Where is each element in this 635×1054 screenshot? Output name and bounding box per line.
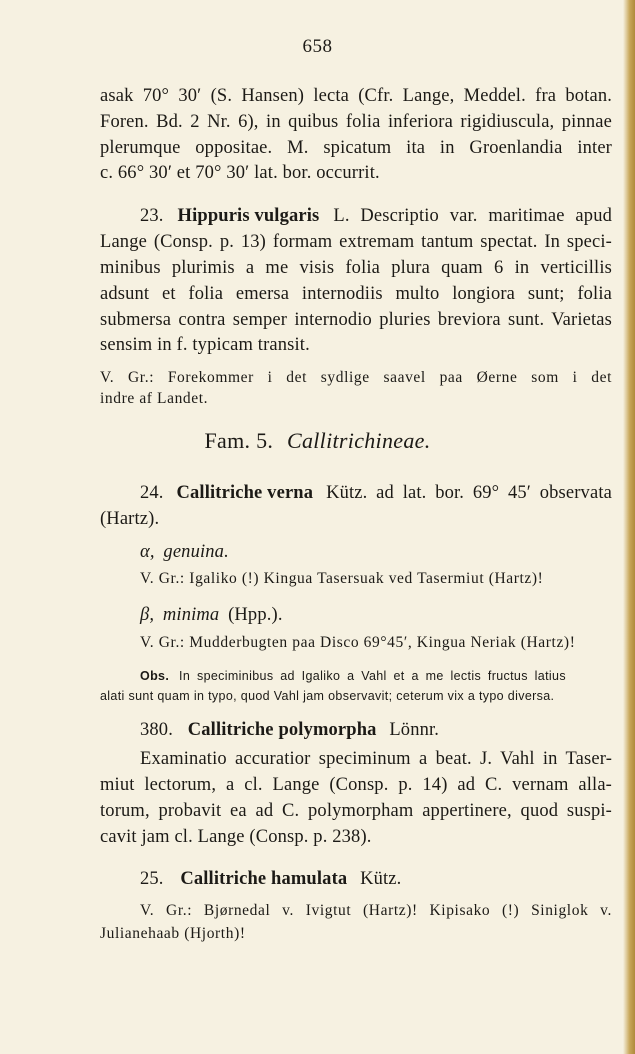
variety-beta-authority: (Hpp.).	[228, 605, 283, 625]
variety-alpha-name: genuina.	[163, 542, 229, 562]
entry-23-heading	[140, 204, 612, 228]
family-number: Fam. 5.	[204, 428, 274, 453]
family-name: Callitrichineae.	[287, 428, 431, 453]
entry-23-distribution-line-1: V. Gr.: Forekommer i det sydlige saavel paa Øerne som i det	[100, 369, 612, 386]
entry-23-distribution-line-2: indre af Landet.	[100, 390, 209, 407]
variety-alpha-letter: α,	[140, 542, 155, 562]
variety-beta	[140, 603, 612, 627]
observation-line-2: alati sunt quam in typo, quod Vahl jam observavit; ceterum vix a typo diversa.	[100, 689, 555, 703]
entry-380-number: 380.	[140, 720, 173, 740]
entry-25-distribution-line-1: V. Gr.: Bjørnedal v. Ivigtut (Hartz)! Kipisako (!) Siniglok v.	[140, 902, 612, 919]
entry-23-heading-rest: L. Descriptio var. maritimae apud	[333, 206, 612, 226]
para-1-line-4: c. 66° 30′ et 70° 30′ lat. bor. occurrit.	[100, 163, 380, 183]
entry-25-heading	[140, 867, 612, 891]
para-1-line-3: plerumque oppositae. M. spicatum ita in Groenlandia inter	[100, 138, 612, 158]
entry-23-number: 23.	[140, 206, 164, 226]
entry-380-line-1: Examinatio accuratior speciminum a beat. J. Vahl in Taser-	[140, 749, 612, 769]
para-1-line-1: asak 70° 30′ (S. Hansen) lecta (Cfr. Lange, Meddel. fra botan.	[100, 86, 612, 106]
entry-24-species: Callitriche verna	[176, 483, 314, 503]
family-heading	[0, 428, 635, 454]
entry-25-authority: Kütz.	[360, 869, 402, 889]
para-1-line-2: Foren. Bd. 2 Nr. 6), in quibus folia inferiora rigidiuscula, pinnae	[100, 112, 612, 132]
entry-25-distribution-line-2: Julianehaab (Hjorth)!	[100, 925, 246, 942]
observation-text-1: In speciminibus ad Igaliko a Vahl et a me lectis fructus latius	[179, 669, 566, 683]
entry-24-number: 24.	[140, 483, 164, 503]
entry-23-line-4: adsunt et folia emersa internodiis multo longiora sunt; folia	[100, 284, 612, 304]
entry-380-line-2: miut lectorum, a cl. Lange (Consp. p. 14) ad C. vernam alla-	[100, 775, 612, 795]
entry-23-line-6: sensim in f. typicam transit.	[100, 335, 310, 355]
entry-23-line-3: minibus plurimis a me visis folia plura quam 6 in verticillis	[100, 258, 612, 278]
entry-25-species: Callitriche hamulata	[180, 869, 348, 889]
variety-beta-name: minima	[162, 605, 220, 625]
entry-24-heading	[140, 481, 612, 505]
entry-23-line-2: Lange (Consp. p. 13) formam extremam tantum spectat. In speci-	[100, 232, 612, 252]
entry-380-species: Callitriche polymorpha	[187, 720, 377, 740]
entry-24-heading-rest: Kütz. ad lat. bor. 69° 45′ observata	[326, 483, 612, 503]
entry-23-line-5: submersa contra semper internodio pluries breviora sunt. Varietas	[100, 310, 612, 330]
entry-380-line-4: cavit jam cl. Lange (Consp. p. 238).	[100, 827, 372, 847]
observation-label: Obs.	[140, 669, 170, 683]
variety-alpha-distribution: V. Gr.: Igaliko (!) Kingua Tasersuak ved Tasermiut (Hartz)!	[140, 570, 544, 587]
entry-23-species: Hippuris vulgaris	[177, 206, 320, 226]
entry-380-authority: Lönnr.	[389, 720, 440, 740]
page-edge-shading	[623, 0, 635, 1054]
variety-alpha	[140, 540, 612, 564]
entry-380-line-3: torum, probavit ea ad C. polymorpham appertinere, quod suspi-	[100, 801, 612, 821]
page-number: 658	[302, 36, 333, 57]
variety-beta-distribution: V. Gr.: Mudderbugten paa Disco 69°45′, Kingua Neriak (Hartz)!	[140, 634, 576, 651]
entry-24-line-2: (Hartz).	[100, 509, 160, 529]
entry-380-heading	[140, 718, 612, 742]
variety-beta-letter: β,	[140, 605, 155, 625]
entry-25-number: 25.	[140, 869, 164, 889]
